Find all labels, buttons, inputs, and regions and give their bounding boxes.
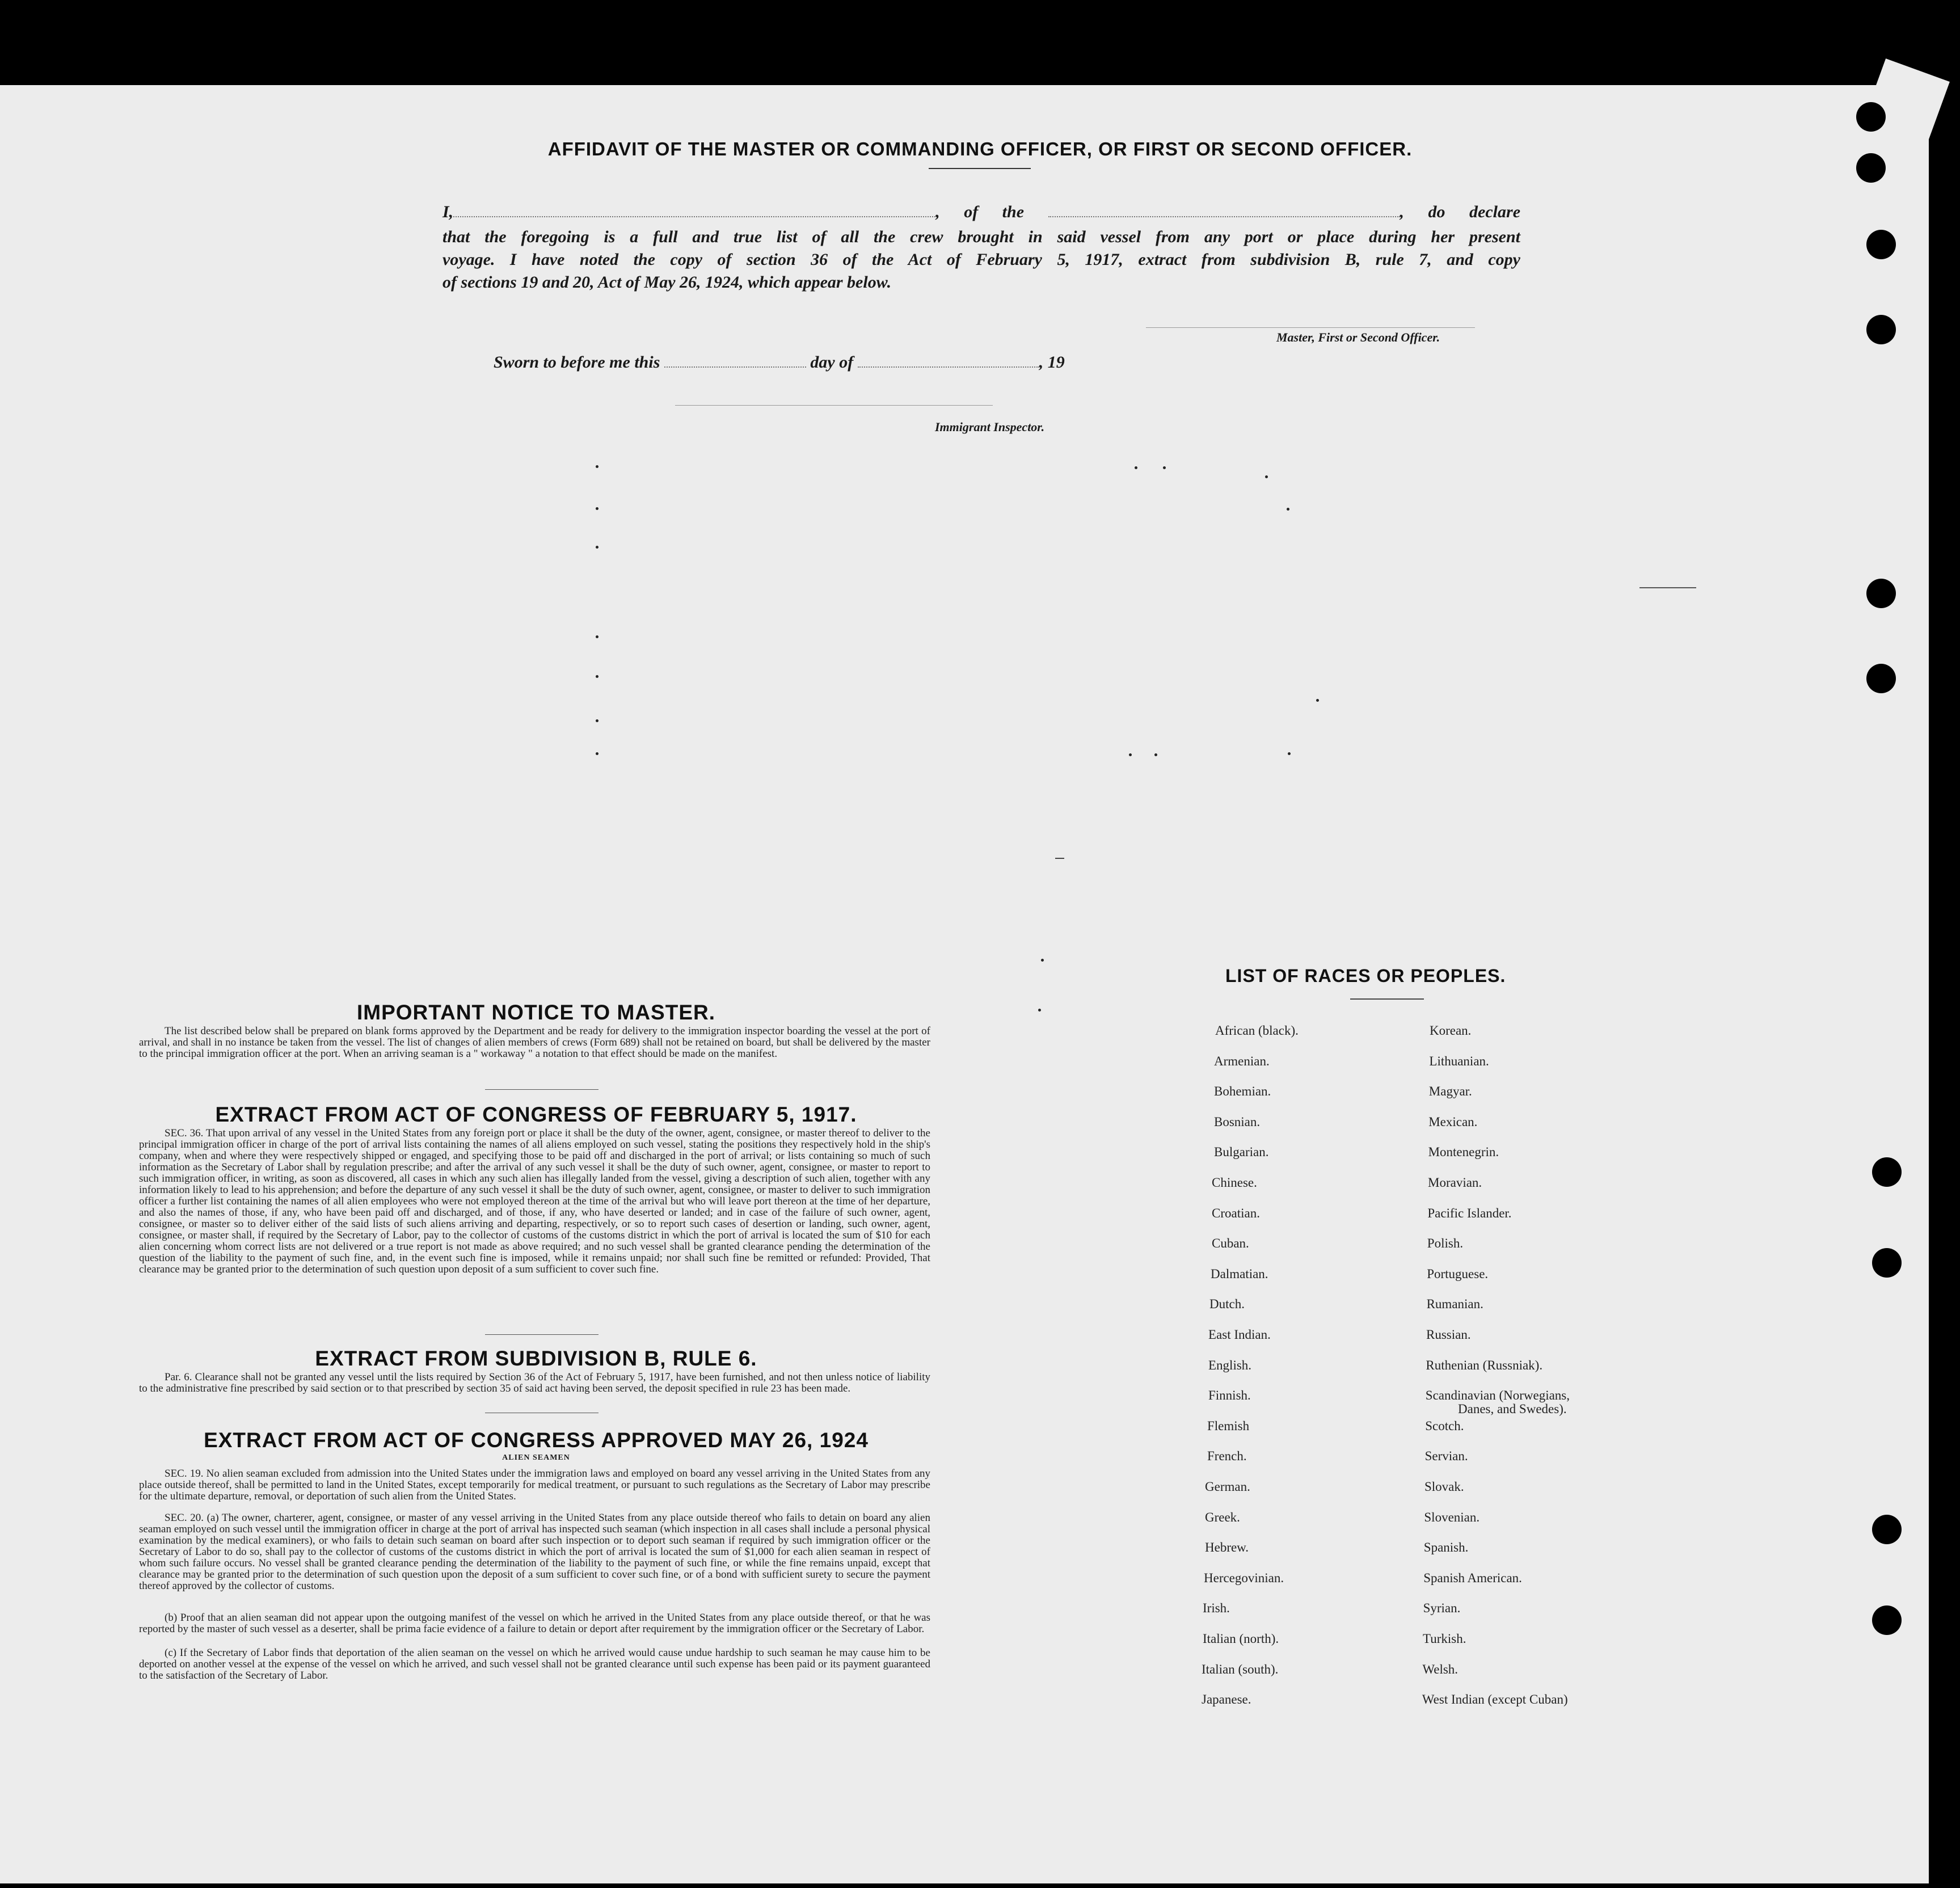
speck xyxy=(596,465,598,468)
affidavit-title: AFFIDAVIT OF THE MASTER OR COMMANDING OFFICER, OR FIRST OR SECOND OFFICER. xyxy=(547,138,1413,159)
vessel-prefix: , of the xyxy=(935,203,1025,221)
divider xyxy=(485,1334,598,1335)
race-item: Russian. xyxy=(1426,1328,1471,1342)
stray-mark xyxy=(1639,587,1696,588)
sworn-line xyxy=(494,353,1065,372)
sec20a-body: SEC. 20. (a) The owner, charterer, agent, consignee, or master of any vessel arriving in the United States from any place outside thereof who fails to detain on board any alien seaman employed on such vessel until the immigration officer in charge at the port of arrival has inspected such seaman (which inspection in all cases shall include a personal physical examination by the medical examiners), or who fails to detain such seaman on board after such inspection or to deport such seaman if required by such immigration officer or the Secretary of Labor to do so, shall pay to the collector of customs of the customs district in which the port of arrival is located the sum of $1,000 for each alien seaman in respect of whom such failure occurs. No vessel shall be granted clearance pending the determination of the liability to the payment of such fine, or while the fine remains unpaid, except that clearance may be granted prior to the determination of such question upon the deposit of a sum sufficient to cover such fine, or of a bond with sufficient surety to secure the payment thereof approved by the collector of customs. xyxy=(139,1512,930,1592)
binder-hole xyxy=(1866,230,1896,259)
inspector-signature-line[interactable] xyxy=(675,405,993,406)
race-item: Dutch. xyxy=(1209,1297,1245,1311)
race-item: Slovenian. xyxy=(1424,1510,1480,1524)
race-item: Scandinavian (Norwegians, xyxy=(1425,1388,1570,1402)
race-item: Lithuanian. xyxy=(1429,1054,1489,1068)
race-item: Dalmatian. xyxy=(1211,1267,1268,1281)
extract-1924-title: EXTRACT FROM ACT OF CONGRESS APPROVED MAY 26, 1924 xyxy=(204,1428,869,1452)
race-item: Finnish. xyxy=(1208,1388,1251,1402)
speck xyxy=(1129,753,1132,756)
race-item: Italian (north). xyxy=(1203,1632,1279,1646)
speck xyxy=(596,675,598,678)
race-item: Syrian. xyxy=(1423,1601,1461,1615)
race-item: Welsh. xyxy=(1422,1662,1459,1676)
binder-hole xyxy=(1866,315,1896,344)
race-item: Montenegrin. xyxy=(1428,1145,1499,1159)
speck xyxy=(1154,753,1157,756)
race-item: Magyar. xyxy=(1428,1084,1472,1098)
race-item: Pacific Islander. xyxy=(1427,1206,1512,1220)
race-item: German. xyxy=(1205,1480,1250,1494)
sworn-day-field[interactable] xyxy=(664,366,806,368)
binder-hole xyxy=(1866,664,1896,693)
race-item: Greek. xyxy=(1205,1510,1240,1524)
declaration-line-3: voyage. I have noted the copy of section 36 of the Act of February 5, 1917, extract from subdivision B, rule 7, and copy xyxy=(442,250,1520,269)
declarant-prefix: I, xyxy=(442,203,454,221)
sworn-day-label: day of xyxy=(810,353,854,372)
speck xyxy=(1316,699,1319,702)
races-divider xyxy=(1350,998,1424,1000)
sec20b-body: (b) Proof that an alien seaman did not appear upon the outgoing manifest of the vessel on which he arrived in the United States from any place outside thereof, or that he was reported by the master of such vessel as a deserter, shall be prima facie evidence of a failure to detain or deport after requirement by the immigration officer or the Secretary of Labor. xyxy=(139,1612,930,1635)
race-item: Irish. xyxy=(1203,1601,1230,1615)
race-item: English. xyxy=(1208,1358,1252,1372)
race-item: Bosnian. xyxy=(1214,1115,1261,1129)
race-item: French. xyxy=(1207,1449,1247,1463)
speck xyxy=(1041,959,1044,962)
race-item: Slovak. xyxy=(1424,1480,1464,1494)
binder-hole xyxy=(1866,579,1896,608)
sec20c-body: (c) If the Secretary of Labor finds that deportation of the alien seaman on the vessel on which he arrived would cause undue hardship to such seaman he may cause him to be deported on another vessel at the expense of the vessel on which he arrived, and such vessel shall not be granted clearance until such expense has been paid or its payment guaranteed to the satisfaction of the Secretary of Labor. xyxy=(139,1647,930,1682)
speck xyxy=(596,507,598,510)
title-divider xyxy=(929,168,1031,169)
race-item: Bulgarian. xyxy=(1214,1145,1269,1159)
races-title: LIST OF RACES OR PEOPLES. xyxy=(1225,966,1506,986)
speck xyxy=(1163,466,1166,469)
binder-hole xyxy=(1872,1605,1902,1635)
race-item: Flemish xyxy=(1207,1419,1250,1433)
declaration-line-4: of sections 19 and 20, Act of May 26, 1924, which appear below. xyxy=(442,273,892,292)
notice-body: The list described below shall be prepared on blank forms approved by the Department and be ready for delivery to the immigration inspector boarding the vessel at the port of arrival, and shall in no instance be taken from the vessel. The list of changes of alien members of crews (Form 689) shall not be retained on board, but shall be delivered by the master to the principal immigration officer at the port. When an arriving seaman is a " workaway " a notation to that effect should be made on the manifest. xyxy=(139,1025,930,1060)
race-item: Italian (south). xyxy=(1202,1662,1279,1676)
race-item-continuation: Danes, and Swedes). xyxy=(1458,1402,1567,1416)
race-item: Hercegovinian. xyxy=(1204,1571,1284,1585)
speck xyxy=(596,546,598,549)
binder-hole xyxy=(1872,1515,1902,1544)
declaration-line-2: that the foregoing is a full and true list of all the crew brought in said vessel from any port or place during her present xyxy=(442,227,1520,246)
race-item: Spanish. xyxy=(1423,1540,1469,1554)
race-item: Armenian. xyxy=(1214,1054,1270,1068)
race-item: West Indian (except Cuban) xyxy=(1422,1692,1568,1706)
race-item: Ruthenian (Russniak). xyxy=(1426,1358,1543,1372)
race-item: Polish. xyxy=(1427,1236,1464,1250)
divider xyxy=(485,1089,598,1090)
binder-hole xyxy=(1872,1248,1902,1278)
race-item: Korean. xyxy=(1430,1023,1472,1038)
race-item: East Indian. xyxy=(1208,1328,1271,1342)
race-item: Cuban. xyxy=(1212,1236,1249,1250)
master-signature-line[interactable] xyxy=(1146,327,1475,328)
inspector-caption: Immigrant Inspector. xyxy=(935,420,1045,434)
race-item: Chinese. xyxy=(1212,1175,1257,1190)
speck xyxy=(1287,508,1289,511)
rule6-body: Par. 6. Clearance shall not be granted any vessel until the lists required by Section 36 of the Act of February 5, 1917, have been furnished, and not then unless notice of liability to the administrative fine prescribed by said section or to that prescribed by section 35 of said act having been served, the deposit specified in rule 23 has been made. xyxy=(139,1371,930,1394)
speck xyxy=(1135,466,1137,469)
race-item: Scotch. xyxy=(1425,1419,1464,1433)
master-caption: Master, First or Second Officer. xyxy=(1276,330,1440,344)
race-item: African (black). xyxy=(1215,1023,1299,1038)
declarant-name-field[interactable] xyxy=(453,216,935,217)
speck xyxy=(1265,475,1268,478)
vessel-name-field[interactable] xyxy=(1048,216,1400,217)
declare-text: , do declare xyxy=(1400,203,1521,221)
race-item: Croatian. xyxy=(1212,1206,1260,1220)
race-item: Japanese. xyxy=(1202,1692,1251,1706)
stray-mark xyxy=(1055,858,1064,859)
sec19-body: SEC. 19. No alien seaman excluded from admission into the United States under the immigration laws and employed on board any vessel arriving in the United States from any place outside thereof, shall be permitted to land in the United States, except temporarily for medical treatment, or pursuant to such regulations as the Secretary of Labor may prescribe for the ultimate departure, removal, or deportation of such alien from the United States. xyxy=(139,1468,930,1502)
speck xyxy=(596,719,598,722)
race-item: Moravian. xyxy=(1428,1175,1482,1190)
speck xyxy=(1038,1009,1041,1012)
rule6-title: EXTRACT FROM SUBDIVISION B, RULE 6. xyxy=(315,1347,757,1370)
notice-title: IMPORTANT NOTICE TO MASTER. xyxy=(356,1001,715,1024)
extract-1917-title: EXTRACT FROM ACT OF CONGRESS OF FEBRUARY 5, 1917. xyxy=(215,1103,857,1126)
race-item: Servian. xyxy=(1424,1449,1468,1463)
sworn-month-field[interactable] xyxy=(858,366,1039,368)
race-item: Turkish. xyxy=(1423,1632,1466,1646)
declaration-line-1 xyxy=(442,201,1520,224)
race-item: Rumanian. xyxy=(1426,1297,1483,1311)
binder-hole xyxy=(1872,1157,1902,1187)
race-item: Hebrew. xyxy=(1205,1540,1249,1554)
speck xyxy=(596,752,598,755)
race-item: Portuguese. xyxy=(1427,1267,1489,1281)
race-item: Mexican. xyxy=(1428,1115,1478,1129)
alien-seamen-subtitle: ALIEN SEAMEN xyxy=(502,1453,570,1462)
extract-1917-body: SEC. 36. That upon arrival of any vessel in the United States from any foreign port or place it shall be the duty of the owner, agent, consignee, or master thereof to deliver to the principal immigration officer in charge of the port of arrival lists containing the names of all aliens employed on such vessel, stating the positions they respectively hold in the ship's company, when and where they were respectively shipped or engaged, and specifying those to be paid off and discharged in the port of arrival; or lists containing so much of such information as the Secretary of Labor shall by regulation prescribe; and after the arrival of any such vessel it shall be the duty of such owner, agent, consignee, or master to report to such immigration officer, in writing, as soon as discovered, all cases in which any such alien has illegally landed from the vessel, giving a description of such alien, together with any information likely to lead to his apprehension; and before the departure of any such vessel it shall be the duty of such owner, agent, consignee, or master to deliver to such immigration officer a further list containing the names of all alien employees who were not employed thereon at the time of the arrival but who will leave port thereon at the time of her departure, and also the names of those, if any, who have been paid off and discharged, and of those, if any, who have deserted or landed; and in case of the failure of such owner, agent, consignee, or master so to deliver either of the said lists of such aliens arriving and departing, respectively, or so to report such cases of desertion or landing, such owner, agent, consignee, or master shall, if required by the Secretary of Labor, pay to the collector of customs of the customs district in which the port of arrival is located the sum of $10 for each alien concerning whom correct lists are not delivered or a true report is not made as above required; and no such vessel shall be granted clearance pending the determination of the question of the liability to the payment of such fine, and, in the event such fine is imposed, while it remains unpaid; nor shall such fine be remitted or refunded: Provided, That clearance may be granted prior to the determination of such question upon deposit of a sum sufficient to cover such fine. xyxy=(139,1127,930,1275)
race-item: Spanish American. xyxy=(1423,1571,1522,1585)
speck xyxy=(596,635,598,638)
sworn-year-label: , 19 xyxy=(1039,353,1065,372)
speck xyxy=(1288,752,1291,755)
race-item: Bohemian. xyxy=(1214,1084,1271,1098)
binder-hole xyxy=(1856,102,1886,132)
sworn-prefix: Sworn to before me this xyxy=(494,353,660,372)
